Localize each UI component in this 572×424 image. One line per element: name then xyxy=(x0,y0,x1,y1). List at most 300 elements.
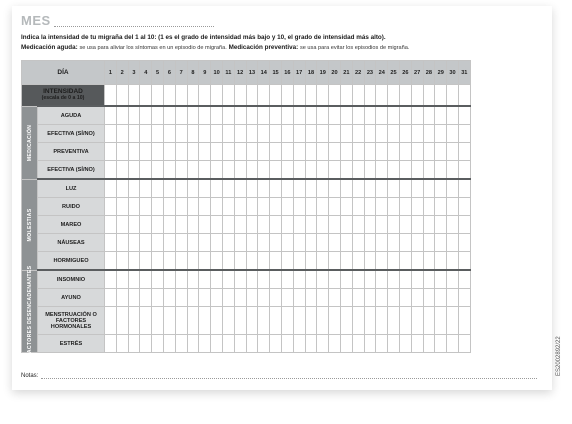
cell-nauseas-day-24[interactable] xyxy=(376,234,388,252)
cell-menstruacion-day-21[interactable] xyxy=(340,307,352,335)
cell-luz-day-16[interactable] xyxy=(281,179,293,198)
cell-ruido-day-21[interactable] xyxy=(340,198,352,216)
cell-intensity-day-21[interactable] xyxy=(340,85,352,107)
cell-hormigueo-day-2[interactable] xyxy=(116,252,128,271)
cell-mareo-day-14[interactable] xyxy=(258,216,270,234)
cell-nauseas-day-4[interactable] xyxy=(140,234,152,252)
cell-preventiva-day-10[interactable] xyxy=(211,143,223,161)
cell-preventiva-day-15[interactable] xyxy=(270,143,282,161)
cell-aguda-day-6[interactable] xyxy=(163,106,175,125)
cell-preventiva-day-24[interactable] xyxy=(376,143,388,161)
cell-aguda-day-8[interactable] xyxy=(187,106,199,125)
cell-preventiva-day-13[interactable] xyxy=(246,143,258,161)
cell-estres-day-21[interactable] xyxy=(340,335,352,353)
cell-aguda-day-19[interactable] xyxy=(317,106,329,125)
cell-ayuno-day-10[interactable] xyxy=(211,289,223,307)
cell-intensity-day-14[interactable] xyxy=(258,85,270,107)
cell-ayuno-day-19[interactable] xyxy=(317,289,329,307)
cell-preventiva-day-30[interactable] xyxy=(447,143,459,161)
cell-hormigueo-day-31[interactable] xyxy=(458,252,470,271)
cell-ruido-day-5[interactable] xyxy=(152,198,164,216)
cell-efectiva1-day-16[interactable] xyxy=(281,125,293,143)
cell-hormigueo-day-4[interactable] xyxy=(140,252,152,271)
cell-ruido-day-29[interactable] xyxy=(435,198,447,216)
cell-insomnio-day-25[interactable] xyxy=(388,270,400,289)
cell-insomnio-day-31[interactable] xyxy=(458,270,470,289)
cell-ayuno-day-4[interactable] xyxy=(140,289,152,307)
cell-estres-day-12[interactable] xyxy=(234,335,246,353)
cell-aguda-day-17[interactable] xyxy=(293,106,305,125)
cell-hormigueo-day-15[interactable] xyxy=(270,252,282,271)
cell-mareo-day-23[interactable] xyxy=(364,216,376,234)
cell-efectiva2-day-29[interactable] xyxy=(435,161,447,180)
cell-ruido-day-10[interactable] xyxy=(211,198,223,216)
cell-mareo-day-18[interactable] xyxy=(305,216,317,234)
cell-efectiva1-day-28[interactable] xyxy=(423,125,435,143)
cell-nauseas-day-27[interactable] xyxy=(411,234,423,252)
cell-ruido-day-27[interactable] xyxy=(411,198,423,216)
cell-ruido-day-31[interactable] xyxy=(458,198,470,216)
cell-efectiva1-day-12[interactable] xyxy=(234,125,246,143)
cell-efectiva2-day-19[interactable] xyxy=(317,161,329,180)
cell-menstruacion-day-22[interactable] xyxy=(352,307,364,335)
cell-mareo-day-11[interactable] xyxy=(222,216,234,234)
cell-efectiva1-day-27[interactable] xyxy=(411,125,423,143)
cell-menstruacion-day-12[interactable] xyxy=(234,307,246,335)
cell-mareo-day-29[interactable] xyxy=(435,216,447,234)
cell-luz-day-14[interactable] xyxy=(258,179,270,198)
cell-ayuno-day-2[interactable] xyxy=(116,289,128,307)
cell-preventiva-day-27[interactable] xyxy=(411,143,423,161)
cell-estres-day-4[interactable] xyxy=(140,335,152,353)
cell-insomnio-day-9[interactable] xyxy=(199,270,211,289)
cell-preventiva-day-21[interactable] xyxy=(340,143,352,161)
cell-preventiva-day-22[interactable] xyxy=(352,143,364,161)
cell-hormigueo-day-28[interactable] xyxy=(423,252,435,271)
cell-preventiva-day-26[interactable] xyxy=(399,143,411,161)
cell-ruido-day-14[interactable] xyxy=(258,198,270,216)
cell-intensity-day-10[interactable] xyxy=(211,85,223,107)
cell-mareo-day-22[interactable] xyxy=(352,216,364,234)
cell-preventiva-day-12[interactable] xyxy=(234,143,246,161)
cell-intensity-day-26[interactable] xyxy=(399,85,411,107)
cell-insomnio-day-2[interactable] xyxy=(116,270,128,289)
cell-efectiva2-day-28[interactable] xyxy=(423,161,435,180)
cell-estres-day-9[interactable] xyxy=(199,335,211,353)
cell-insomnio-day-14[interactable] xyxy=(258,270,270,289)
cell-mareo-day-4[interactable] xyxy=(140,216,152,234)
cell-aguda-day-30[interactable] xyxy=(447,106,459,125)
cell-preventiva-day-9[interactable] xyxy=(199,143,211,161)
cell-menstruacion-day-23[interactable] xyxy=(364,307,376,335)
cell-intensity-day-6[interactable] xyxy=(163,85,175,107)
cell-mareo-day-9[interactable] xyxy=(199,216,211,234)
cell-mareo-day-10[interactable] xyxy=(211,216,223,234)
cell-luz-day-21[interactable] xyxy=(340,179,352,198)
cell-ruido-day-22[interactable] xyxy=(352,198,364,216)
cell-efectiva1-day-22[interactable] xyxy=(352,125,364,143)
cell-intensity-day-20[interactable] xyxy=(329,85,341,107)
cell-nauseas-day-10[interactable] xyxy=(211,234,223,252)
cell-efectiva2-day-3[interactable] xyxy=(128,161,140,180)
cell-intensity-day-8[interactable] xyxy=(187,85,199,107)
cell-efectiva2-day-9[interactable] xyxy=(199,161,211,180)
cell-efectiva1-day-19[interactable] xyxy=(317,125,329,143)
cell-aguda-day-2[interactable] xyxy=(116,106,128,125)
cell-nauseas-day-26[interactable] xyxy=(399,234,411,252)
cell-ruido-day-1[interactable] xyxy=(105,198,117,216)
cell-estres-day-14[interactable] xyxy=(258,335,270,353)
cell-mareo-day-30[interactable] xyxy=(447,216,459,234)
cell-aguda-day-20[interactable] xyxy=(329,106,341,125)
cell-mareo-day-21[interactable] xyxy=(340,216,352,234)
cell-ayuno-day-7[interactable] xyxy=(175,289,187,307)
cell-hormigueo-day-22[interactable] xyxy=(352,252,364,271)
cell-intensity-day-1[interactable] xyxy=(105,85,117,107)
cell-hormigueo-day-10[interactable] xyxy=(211,252,223,271)
cell-preventiva-day-1[interactable] xyxy=(105,143,117,161)
cell-luz-day-30[interactable] xyxy=(447,179,459,198)
cell-insomnio-day-21[interactable] xyxy=(340,270,352,289)
cell-luz-day-31[interactable] xyxy=(458,179,470,198)
cell-intensity-day-3[interactable] xyxy=(128,85,140,107)
cell-ruido-day-25[interactable] xyxy=(388,198,400,216)
cell-aguda-day-18[interactable] xyxy=(305,106,317,125)
cell-ayuno-day-12[interactable] xyxy=(234,289,246,307)
cell-intensity-day-29[interactable] xyxy=(435,85,447,107)
cell-ruido-day-20[interactable] xyxy=(329,198,341,216)
cell-aguda-day-22[interactable] xyxy=(352,106,364,125)
cell-luz-day-13[interactable] xyxy=(246,179,258,198)
cell-insomnio-day-7[interactable] xyxy=(175,270,187,289)
cell-aguda-day-25[interactable] xyxy=(388,106,400,125)
cell-insomnio-day-20[interactable] xyxy=(329,270,341,289)
cell-ayuno-day-30[interactable] xyxy=(447,289,459,307)
cell-ayuno-day-22[interactable] xyxy=(352,289,364,307)
cell-luz-day-29[interactable] xyxy=(435,179,447,198)
cell-efectiva1-day-15[interactable] xyxy=(270,125,282,143)
cell-preventiva-day-20[interactable] xyxy=(329,143,341,161)
cell-hormigueo-day-9[interactable] xyxy=(199,252,211,271)
cell-menstruacion-day-3[interactable] xyxy=(128,307,140,335)
cell-hormigueo-day-19[interactable] xyxy=(317,252,329,271)
cell-efectiva1-day-4[interactable] xyxy=(140,125,152,143)
cell-intensity-day-4[interactable] xyxy=(140,85,152,107)
cell-ayuno-day-6[interactable] xyxy=(163,289,175,307)
cell-aguda-day-3[interactable] xyxy=(128,106,140,125)
notes-fill-line[interactable] xyxy=(41,372,537,379)
cell-estres-day-25[interactable] xyxy=(388,335,400,353)
cell-mareo-day-19[interactable] xyxy=(317,216,329,234)
cell-efectiva1-day-17[interactable] xyxy=(293,125,305,143)
cell-intensity-day-17[interactable] xyxy=(293,85,305,107)
cell-efectiva2-day-7[interactable] xyxy=(175,161,187,180)
cell-estres-day-10[interactable] xyxy=(211,335,223,353)
cell-luz-day-9[interactable] xyxy=(199,179,211,198)
cell-efectiva1-day-11[interactable] xyxy=(222,125,234,143)
cell-ayuno-day-3[interactable] xyxy=(128,289,140,307)
cell-insomnio-day-28[interactable] xyxy=(423,270,435,289)
cell-efectiva2-day-5[interactable] xyxy=(152,161,164,180)
cell-preventiva-day-17[interactable] xyxy=(293,143,305,161)
cell-insomnio-day-15[interactable] xyxy=(270,270,282,289)
cell-menstruacion-day-26[interactable] xyxy=(399,307,411,335)
cell-aguda-day-15[interactable] xyxy=(270,106,282,125)
cell-luz-day-15[interactable] xyxy=(270,179,282,198)
cell-estres-day-13[interactable] xyxy=(246,335,258,353)
cell-mareo-day-5[interactable] xyxy=(152,216,164,234)
cell-aguda-day-31[interactable] xyxy=(458,106,470,125)
cell-nauseas-day-22[interactable] xyxy=(352,234,364,252)
cell-menstruacion-day-7[interactable] xyxy=(175,307,187,335)
cell-aguda-day-23[interactable] xyxy=(364,106,376,125)
cell-preventiva-day-18[interactable] xyxy=(305,143,317,161)
cell-estres-day-22[interactable] xyxy=(352,335,364,353)
cell-nauseas-day-30[interactable] xyxy=(447,234,459,252)
cell-hormigueo-day-3[interactable] xyxy=(128,252,140,271)
cell-efectiva1-day-8[interactable] xyxy=(187,125,199,143)
cell-hormigueo-day-1[interactable] xyxy=(105,252,117,271)
cell-insomnio-day-5[interactable] xyxy=(152,270,164,289)
cell-intensity-day-31[interactable] xyxy=(458,85,470,107)
cell-estres-day-29[interactable] xyxy=(435,335,447,353)
cell-preventiva-day-16[interactable] xyxy=(281,143,293,161)
cell-insomnio-day-24[interactable] xyxy=(376,270,388,289)
cell-menstruacion-day-27[interactable] xyxy=(411,307,423,335)
cell-ayuno-day-26[interactable] xyxy=(399,289,411,307)
cell-menstruacion-day-30[interactable] xyxy=(447,307,459,335)
cell-mareo-day-2[interactable] xyxy=(116,216,128,234)
cell-menstruacion-day-17[interactable] xyxy=(293,307,305,335)
cell-intensity-day-23[interactable] xyxy=(364,85,376,107)
cell-efectiva1-day-21[interactable] xyxy=(340,125,352,143)
cell-aguda-day-16[interactable] xyxy=(281,106,293,125)
cell-nauseas-day-21[interactable] xyxy=(340,234,352,252)
cell-luz-day-17[interactable] xyxy=(293,179,305,198)
cell-hormigueo-day-17[interactable] xyxy=(293,252,305,271)
cell-ruido-day-26[interactable] xyxy=(399,198,411,216)
cell-hormigueo-day-6[interactable] xyxy=(163,252,175,271)
cell-efectiva2-day-27[interactable] xyxy=(411,161,423,180)
cell-luz-day-27[interactable] xyxy=(411,179,423,198)
cell-intensity-day-5[interactable] xyxy=(152,85,164,107)
cell-ruido-day-6[interactable] xyxy=(163,198,175,216)
cell-menstruacion-day-15[interactable] xyxy=(270,307,282,335)
cell-menstruacion-day-20[interactable] xyxy=(329,307,341,335)
cell-efectiva2-day-1[interactable] xyxy=(105,161,117,180)
cell-preventiva-day-7[interactable] xyxy=(175,143,187,161)
cell-ruido-day-19[interactable] xyxy=(317,198,329,216)
cell-efectiva2-day-4[interactable] xyxy=(140,161,152,180)
cell-mareo-day-26[interactable] xyxy=(399,216,411,234)
cell-preventiva-day-19[interactable] xyxy=(317,143,329,161)
cell-menstruacion-day-10[interactable] xyxy=(211,307,223,335)
cell-hormigueo-day-12[interactable] xyxy=(234,252,246,271)
cell-nauseas-day-2[interactable] xyxy=(116,234,128,252)
cell-efectiva1-day-5[interactable] xyxy=(152,125,164,143)
cell-efectiva1-day-25[interactable] xyxy=(388,125,400,143)
cell-estres-day-3[interactable] xyxy=(128,335,140,353)
cell-efectiva2-day-31[interactable] xyxy=(458,161,470,180)
cell-intensity-day-15[interactable] xyxy=(270,85,282,107)
cell-nauseas-day-12[interactable] xyxy=(234,234,246,252)
cell-menstruacion-day-25[interactable] xyxy=(388,307,400,335)
cell-insomnio-day-23[interactable] xyxy=(364,270,376,289)
cell-estres-day-1[interactable] xyxy=(105,335,117,353)
cell-preventiva-day-6[interactable] xyxy=(163,143,175,161)
cell-aguda-day-9[interactable] xyxy=(199,106,211,125)
cell-ayuno-day-25[interactable] xyxy=(388,289,400,307)
cell-efectiva1-day-10[interactable] xyxy=(211,125,223,143)
cell-nauseas-day-6[interactable] xyxy=(163,234,175,252)
cell-menstruacion-day-29[interactable] xyxy=(435,307,447,335)
cell-intensity-day-30[interactable] xyxy=(447,85,459,107)
cell-aguda-day-27[interactable] xyxy=(411,106,423,125)
cell-mareo-day-8[interactable] xyxy=(187,216,199,234)
cell-efectiva2-day-25[interactable] xyxy=(388,161,400,180)
cell-hormigueo-day-25[interactable] xyxy=(388,252,400,271)
cell-intensity-day-11[interactable] xyxy=(222,85,234,107)
cell-intensity-day-18[interactable] xyxy=(305,85,317,107)
cell-estres-day-6[interactable] xyxy=(163,335,175,353)
cell-estres-day-20[interactable] xyxy=(329,335,341,353)
cell-preventiva-day-3[interactable] xyxy=(128,143,140,161)
cell-estres-day-28[interactable] xyxy=(423,335,435,353)
cell-ruido-day-11[interactable] xyxy=(222,198,234,216)
cell-luz-day-10[interactable] xyxy=(211,179,223,198)
cell-efectiva1-day-6[interactable] xyxy=(163,125,175,143)
cell-mareo-day-7[interactable] xyxy=(175,216,187,234)
cell-preventiva-day-28[interactable] xyxy=(423,143,435,161)
cell-ayuno-day-15[interactable] xyxy=(270,289,282,307)
cell-ayuno-day-11[interactable] xyxy=(222,289,234,307)
cell-mareo-day-12[interactable] xyxy=(234,216,246,234)
cell-hormigueo-day-18[interactable] xyxy=(305,252,317,271)
cell-aguda-day-13[interactable] xyxy=(246,106,258,125)
cell-ayuno-day-21[interactable] xyxy=(340,289,352,307)
cell-aguda-day-26[interactable] xyxy=(399,106,411,125)
cell-hormigueo-day-5[interactable] xyxy=(152,252,164,271)
cell-insomnio-day-11[interactable] xyxy=(222,270,234,289)
cell-efectiva1-day-20[interactable] xyxy=(329,125,341,143)
cell-menstruacion-day-1[interactable] xyxy=(105,307,117,335)
cell-aguda-day-4[interactable] xyxy=(140,106,152,125)
cell-ayuno-day-17[interactable] xyxy=(293,289,305,307)
cell-intensity-day-25[interactable] xyxy=(388,85,400,107)
cell-aguda-day-10[interactable] xyxy=(211,106,223,125)
cell-aguda-day-7[interactable] xyxy=(175,106,187,125)
cell-mareo-day-3[interactable] xyxy=(128,216,140,234)
cell-insomnio-day-26[interactable] xyxy=(399,270,411,289)
cell-nauseas-day-28[interactable] xyxy=(423,234,435,252)
cell-mareo-day-15[interactable] xyxy=(270,216,282,234)
cell-ruido-day-4[interactable] xyxy=(140,198,152,216)
cell-hormigueo-day-21[interactable] xyxy=(340,252,352,271)
cell-preventiva-day-23[interactable] xyxy=(364,143,376,161)
cell-efectiva2-day-21[interactable] xyxy=(340,161,352,180)
cell-aguda-day-5[interactable] xyxy=(152,106,164,125)
cell-estres-day-15[interactable] xyxy=(270,335,282,353)
cell-ayuno-day-28[interactable] xyxy=(423,289,435,307)
cell-ruido-day-28[interactable] xyxy=(423,198,435,216)
cell-efectiva1-day-13[interactable] xyxy=(246,125,258,143)
cell-insomnio-day-13[interactable] xyxy=(246,270,258,289)
cell-efectiva2-day-22[interactable] xyxy=(352,161,364,180)
cell-nauseas-day-31[interactable] xyxy=(458,234,470,252)
cell-mareo-day-16[interactable] xyxy=(281,216,293,234)
cell-efectiva2-day-20[interactable] xyxy=(329,161,341,180)
cell-ayuno-day-23[interactable] xyxy=(364,289,376,307)
cell-hormigueo-day-29[interactable] xyxy=(435,252,447,271)
cell-ayuno-day-13[interactable] xyxy=(246,289,258,307)
cell-ruido-day-23[interactable] xyxy=(364,198,376,216)
cell-insomnio-day-16[interactable] xyxy=(281,270,293,289)
cell-nauseas-day-7[interactable] xyxy=(175,234,187,252)
cell-aguda-day-29[interactable] xyxy=(435,106,447,125)
cell-mareo-day-24[interactable] xyxy=(376,216,388,234)
cell-luz-day-20[interactable] xyxy=(329,179,341,198)
cell-mareo-day-27[interactable] xyxy=(411,216,423,234)
cell-luz-day-18[interactable] xyxy=(305,179,317,198)
cell-nauseas-day-23[interactable] xyxy=(364,234,376,252)
cell-nauseas-day-11[interactable] xyxy=(222,234,234,252)
cell-nauseas-day-5[interactable] xyxy=(152,234,164,252)
cell-nauseas-day-3[interactable] xyxy=(128,234,140,252)
cell-menstruacion-day-4[interactable] xyxy=(140,307,152,335)
cell-menstruacion-day-14[interactable] xyxy=(258,307,270,335)
cell-insomnio-day-22[interactable] xyxy=(352,270,364,289)
cell-efectiva2-day-23[interactable] xyxy=(364,161,376,180)
cell-efectiva2-day-8[interactable] xyxy=(187,161,199,180)
cell-preventiva-day-2[interactable] xyxy=(116,143,128,161)
cell-insomnio-day-6[interactable] xyxy=(163,270,175,289)
cell-menstruacion-day-8[interactable] xyxy=(187,307,199,335)
cell-hormigueo-day-11[interactable] xyxy=(222,252,234,271)
cell-preventiva-day-31[interactable] xyxy=(458,143,470,161)
cell-insomnio-day-17[interactable] xyxy=(293,270,305,289)
cell-insomnio-day-18[interactable] xyxy=(305,270,317,289)
cell-aguda-day-14[interactable] xyxy=(258,106,270,125)
cell-ayuno-day-16[interactable] xyxy=(281,289,293,307)
cell-efectiva2-day-14[interactable] xyxy=(258,161,270,180)
cell-hormigueo-day-27[interactable] xyxy=(411,252,423,271)
cell-aguda-day-21[interactable] xyxy=(340,106,352,125)
cell-estres-day-24[interactable] xyxy=(376,335,388,353)
cell-hormigueo-day-20[interactable] xyxy=(329,252,341,271)
cell-insomnio-day-12[interactable] xyxy=(234,270,246,289)
cell-aguda-day-11[interactable] xyxy=(222,106,234,125)
cell-luz-day-7[interactable] xyxy=(175,179,187,198)
cell-intensity-day-16[interactable] xyxy=(281,85,293,107)
cell-nauseas-day-15[interactable] xyxy=(270,234,282,252)
cell-ruido-day-16[interactable] xyxy=(281,198,293,216)
cell-mareo-day-13[interactable] xyxy=(246,216,258,234)
cell-estres-day-8[interactable] xyxy=(187,335,199,353)
cell-efectiva2-day-30[interactable] xyxy=(447,161,459,180)
cell-hormigueo-day-16[interactable] xyxy=(281,252,293,271)
cell-ruido-day-12[interactable] xyxy=(234,198,246,216)
cell-preventiva-day-29[interactable] xyxy=(435,143,447,161)
cell-efectiva1-day-26[interactable] xyxy=(399,125,411,143)
cell-menstruacion-day-18[interactable] xyxy=(305,307,317,335)
cell-menstruacion-day-6[interactable] xyxy=(163,307,175,335)
cell-estres-day-23[interactable] xyxy=(364,335,376,353)
cell-ayuno-day-27[interactable] xyxy=(411,289,423,307)
cell-estres-day-30[interactable] xyxy=(447,335,459,353)
cell-efectiva2-day-17[interactable] xyxy=(293,161,305,180)
cell-nauseas-day-19[interactable] xyxy=(317,234,329,252)
cell-ruido-day-7[interactable] xyxy=(175,198,187,216)
